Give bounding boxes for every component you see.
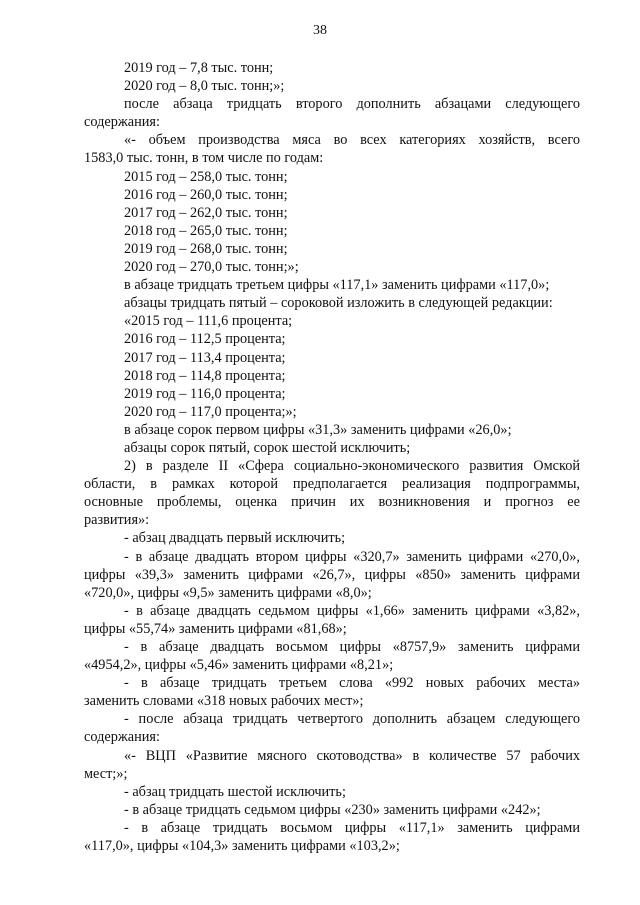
text-line: абзацы сорок пятый, сорок шестой исключить; xyxy=(124,439,411,456)
text-line: «720,0», цифры «9,5» заменить цифрами «8,0»; xyxy=(84,584,372,601)
text-line: мест;»; xyxy=(84,765,128,782)
text-line: 2016 год – 112,5 процента; xyxy=(124,331,286,348)
text-line: содержания: xyxy=(84,114,160,131)
text-line: «117,0», цифры «104,3» заменить цифрами «103,2»; xyxy=(84,838,400,855)
page-number: 38 xyxy=(313,23,327,38)
text-line: - в абзаце тридцать третьем слова «992 новых рабочих места» xyxy=(124,675,580,692)
text-line: 2019 год – 7,8 тыс. тонн; xyxy=(124,60,274,76)
text-line: после абзаца тридцать второго дополнить абзацами следующего xyxy=(124,96,580,113)
text-line: «- ВЦП «Развитие мясного скотоводства» в количестве 57 рабочих xyxy=(124,747,580,764)
text-line: - в абзаце двадцать втором цифры «320,7» заменить цифрами «270,0», xyxy=(124,548,580,565)
text-line: области, в рамках которой предполагается реализация подпрограммы, xyxy=(84,476,580,493)
text-line: 2020 год – 270,0 тыс. тонн;»; xyxy=(124,259,299,276)
text-line: - в абзаце тридцать седьмом цифры «230» заменить цифрами «242»; xyxy=(124,801,541,818)
text-line: - в абзаце двадцать восьмом цифры «8757,9» заменить цифрами xyxy=(124,639,580,655)
text-line: «4954,2», цифры «5,46» заменить цифрами «8,21»; xyxy=(84,657,394,674)
text-line: - абзац тридцать шестой исключить; xyxy=(124,783,346,800)
text-line: 2018 год – 265,0 тыс. тонн; xyxy=(124,222,288,239)
text-line: - в абзаце двадцать седьмом цифры «1,66» заменить цифрами «3,82», xyxy=(124,602,580,619)
document-body xyxy=(84,59,580,855)
text-line: 1583,0 тыс. тонн, в том числе по годам: xyxy=(84,150,324,167)
text-line: абзацы тридцать пятый – сороковой изложить в следующей редакции: xyxy=(124,295,553,312)
text-line: 2019 год – 116,0 процента; xyxy=(124,385,286,402)
text-line: развития»: xyxy=(84,512,150,529)
text-line: 2) в разделе II «Сфера социально-экономического развития Омской xyxy=(124,458,580,475)
text-line: 2015 год – 258,0 тыс. тонн; xyxy=(124,168,288,185)
text-line: 2017 год – 262,0 тыс. тонн; xyxy=(124,204,288,221)
text-line: - после абзаца тридцать четвертого дополнить абзацем следующего xyxy=(124,711,580,728)
text-line: - в абзаце тридцать восьмом цифры «117,1» заменить цифрами xyxy=(124,819,580,836)
text-line: 2019 год – 268,0 тыс. тонн; xyxy=(124,240,288,257)
text-line: в абзаце тридцать третьем цифры «117,1» заменить цифрами «117,0»; xyxy=(124,277,550,294)
text-line: содержания: xyxy=(84,729,160,746)
text-line: 2016 год – 260,0 тыс. тонн; xyxy=(124,186,288,203)
text-line: заменить словами «318 новых рабочих мест»; xyxy=(84,693,364,710)
text-line: «- объем производства мяса во всех категориях хозяйств, всего xyxy=(124,132,580,149)
text-line: основные проблемы, оценка причин их возникновения и прогноз ее xyxy=(84,494,580,511)
text-line: 2017 год – 113,4 процента; xyxy=(124,349,286,366)
text-line: 2018 год – 114,8 процента; xyxy=(124,367,286,384)
text-line: 2020 год – 8,0 тыс. тонн;»; xyxy=(124,78,285,95)
text-line: - абзац двадцать первый исключить; xyxy=(124,530,346,547)
text-line: в абзаце сорок первом цифры «31,3» заменить цифрами «26,0»; xyxy=(124,421,512,438)
text-line: 2020 год – 117,0 процента;»; xyxy=(124,403,297,420)
text-line: цифры «55,74» заменить цифрами «81,68»; xyxy=(84,620,347,637)
text-line: цифры «39,3» заменить цифрами «26,7», цифры «850» заменить цифрами xyxy=(84,566,580,583)
text-line: «2015 год – 111,6 процента; xyxy=(124,313,293,330)
